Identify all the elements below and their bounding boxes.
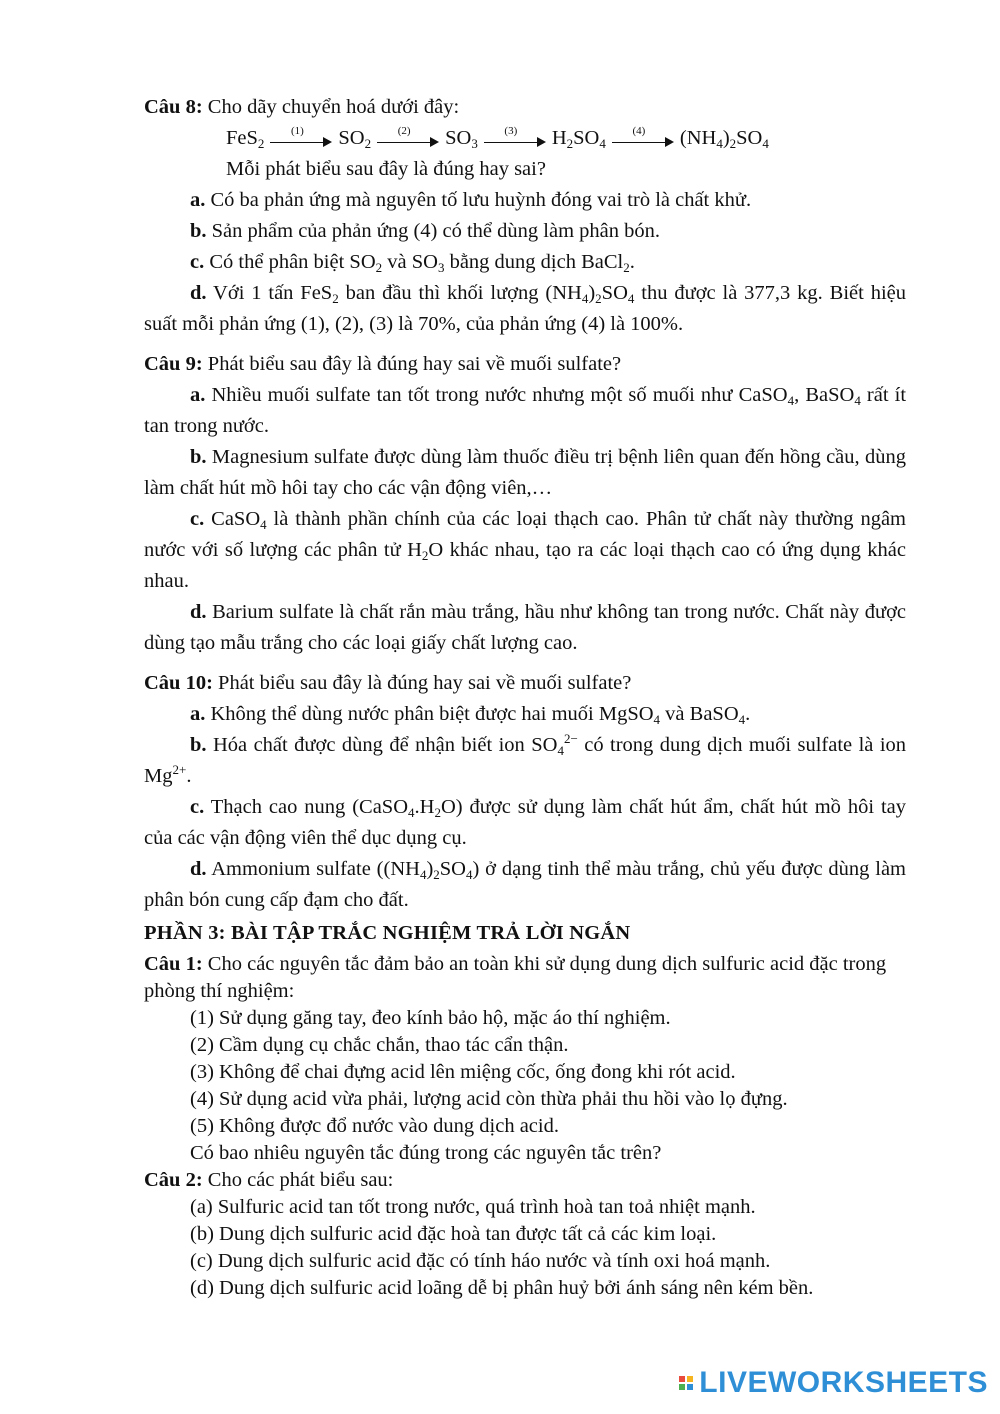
species-so2: $SO_2$: [338, 127, 372, 151]
liveworksheets-logo-icon: [679, 1376, 693, 1390]
question-prompt: Có bao nhiêu nguyên tắc đúng trong các nguyên tắc trên?: [190, 1142, 662, 1164]
part3-question-1: [144, 951, 906, 1005]
section-heading: PHẦN 3: BÀI TẬP TRẮC NGHIỆM TRẢ LỜI NGẮN: [144, 922, 631, 944]
list-item: (a) Sulfuric acid tan tốt trong nước, quá trình hoà tan toả nhiệt mạnh.: [190, 1196, 756, 1218]
statement-d: d. Với 1 tấn FeS$_2$ ban đầu thì khối lượng $(NH_4)_2SO_4$ thu được là 377,3 kg. Biết hiệu suất mỗi phản ứng (1), (2), (3) là 70%, của phản ứng (4) là 100%.: [144, 282, 907, 335]
question-label: Câu 2:: [144, 1169, 203, 1191]
question-text: Cho dãy chuyển hoá dưới đây:: [207, 96, 460, 118]
statement-b: b. Sản phẩm của phản ứng (4) có thể dùng làm phân bón.: [190, 220, 660, 242]
question-8: [144, 92, 906, 123]
list-item: (3) Không để chai đựng acid lên miệng cốc, ống đong khi rót acid.: [190, 1061, 736, 1083]
list-item: (4) Sử dụng acid vừa phải, lượng acid còn thừa phải thu hồi vào lọ đựng.: [190, 1088, 788, 1110]
statement-a: a. Có ba phản ứng mà nguyên tố lưu huỳnh đóng vai trò là chất khử.: [190, 189, 752, 211]
liveworksheets-logo[interactable]: [679, 1366, 988, 1400]
list-item: (d) Dung dịch sulfuric acid loãng dễ bị phân huỷ bởi ánh sáng nên kém bền.: [190, 1277, 814, 1299]
question-text: Phát biểu sau đây là đúng hay sai về muối sulfate?: [207, 353, 622, 375]
list-item: (c) Dung dịch sulfuric acid đặc có tính háo nước và tính oxi hoá mạnh.: [190, 1250, 771, 1272]
question-10: [144, 668, 906, 699]
statement-b: b. Hóa chất được dùng để nhận biết ion $SO_4^{2-}$ có trong dung dịch muối sulfate là ion $Mg^{2+}$.: [144, 731, 907, 787]
logo-square: [679, 1376, 685, 1382]
species-fes2: FeS$_2$: [226, 127, 265, 151]
question-label: Câu 10:: [144, 672, 213, 694]
statement-c: c. Thạch cao nung $(CaSO_4.H_2O)$ được sử dụng làm chất hút ẩm, chất hút mồ hôi tay của các vận động viên thể dục dụng cụ.: [144, 796, 906, 849]
species-so3: $SO_3$: [445, 127, 478, 151]
statement-b: b. Magnesium sulfate được dùng làm thuốc điều trị bệnh liên quan đến hồng cầu, dùng làm chất hút mồ hôi tay cho các vận động viên,…: [144, 446, 906, 499]
list-item: (5) Không được đổ nước vào dung dịch acid.: [190, 1115, 559, 1137]
statement-c: c. Có thể phân biệt $SO_2$ và $SO_3$ bằng dung dịch BaCl$_2$.: [190, 251, 635, 275]
question-9: [144, 349, 906, 380]
list-item: (1) Sử dụng găng tay, đeo kính bảo hộ, mặc áo thí nghiệm.: [190, 1007, 671, 1029]
part3-question-2: [144, 1167, 906, 1194]
reaction-arrow-4: (4): [612, 129, 674, 149]
principle-list: [144, 1005, 906, 1167]
logo-square: [687, 1376, 693, 1382]
question-label: Câu 9:: [144, 353, 203, 375]
reaction-arrow-1: (1): [270, 129, 332, 149]
statement-a: a. Nhiều muối sulfate tan tốt trong nước nhưng một số muối như CaSO$_4$, BaSO$_4$ rất ít tan trong nước.: [144, 384, 907, 437]
statement-list: [144, 1194, 906, 1302]
reaction-chain: [144, 123, 906, 154]
logo-square: [687, 1384, 693, 1390]
statement-d: d. Barium sulfate là chất rắn màu trắng, hầu như không tan trong nước. Chất này được dùng tạo mẫu trắng cho các loại giấy chất lượng cao.: [144, 601, 907, 654]
list-item: (b) Dung dịch sulfuric acid đặc hoà tan được tất cả các kim loại.: [190, 1223, 717, 1245]
logo-square: [679, 1384, 685, 1390]
question-text: Phát biểu sau đây là đúng hay sai về muối sulfate?: [218, 672, 632, 694]
reaction-arrow-2: (2): [377, 129, 439, 149]
statement-d: d. Ammonium sulfate $((NH_4)_2SO_4)$ ở dạng tinh thể màu trắng, chủ yếu được dùng làm phân bón cung cấp đạm cho đất.: [144, 858, 906, 911]
statement-c: c. CaSO$_4$ là thành phần chính của các loại thạch cao. Phân tử chất này thường ngâm nước với số lượng các phân tử $H_2O$ khác nhau, tạo ra các loại thạch cao có ứng dụng khác nhau.: [144, 508, 906, 592]
logo-text: LIVEWORKSHEETS: [699, 1366, 988, 1399]
species-h2so4: $H_2SO_4$: [551, 127, 606, 151]
question-prompt: Mỗi phát biểu sau đây là đúng hay sai?: [226, 158, 546, 180]
worksheet-page: [144, 92, 906, 1302]
question-label: Câu 1:: [144, 953, 203, 975]
reaction-arrow-3: (3): [484, 129, 546, 149]
species-nh4-2so4: $(NH_4)_2SO_4$: [679, 127, 769, 151]
statement-a: a. Không thể dùng nước phân biệt được hai muối MgSO$_4$ và BaSO$_4$.: [190, 703, 751, 727]
list-item: (2) Cầm dụng cụ chắc chắn, thao tác cẩn thận.: [190, 1034, 569, 1056]
question-text: Cho các phát biểu sau:: [207, 1169, 394, 1191]
question-label: Câu 8:: [144, 96, 203, 118]
question-text: Cho các nguyên tắc đảm bảo an toàn khi sử dụng dung dịch sulfuric acid đặc trong phòng thí nghiệm:: [144, 953, 887, 1002]
